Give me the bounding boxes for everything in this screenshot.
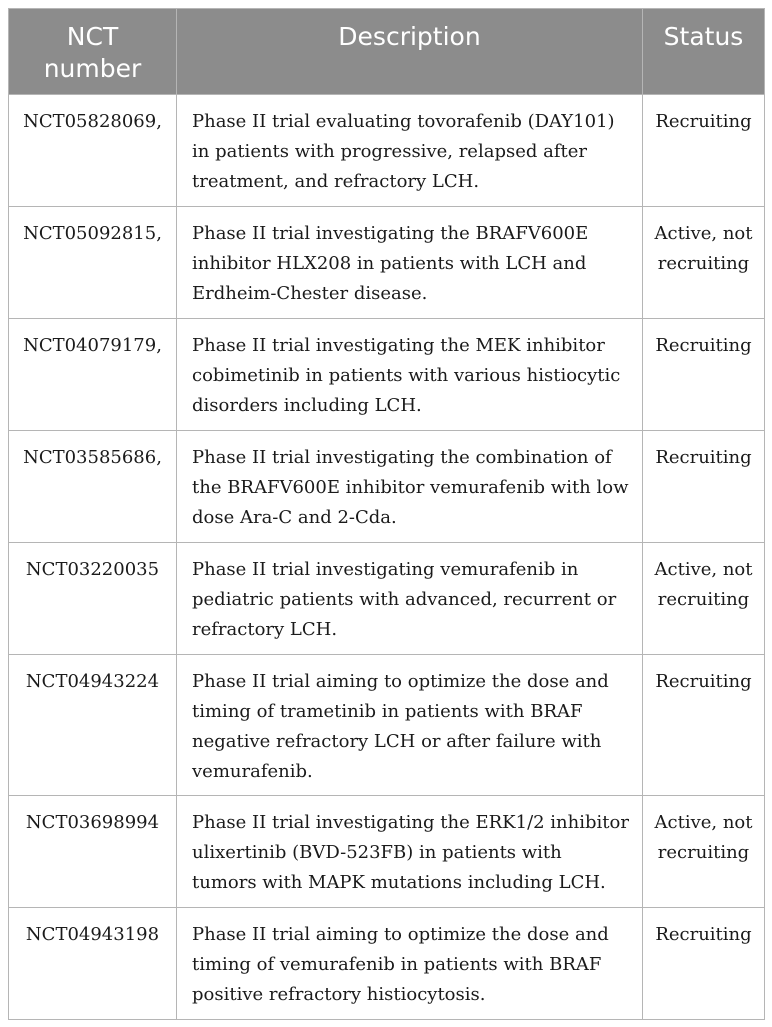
header-nct-number — [9, 9, 177, 95]
header-description-label: Description — [338, 22, 481, 51]
nct-cell: NCT03585686, — [9, 431, 177, 543]
nct-cell: NCT04079179, — [9, 319, 177, 431]
table-row — [9, 95, 765, 207]
table-row — [9, 796, 765, 908]
header-description — [177, 9, 643, 95]
description-cell: Phase II trial aiming to optimize the dose and timing of trametinib in patients with BRAF negative refractory LCH or after failure with vemurafenib. — [177, 655, 643, 796]
nct-cell: NCT03698994 — [9, 796, 177, 908]
description-cell: Phase II trial investigating vemurafenib in pediatric patients with advanced, recurrent or refractory LCH. — [177, 543, 643, 655]
table-row — [9, 431, 765, 543]
nct-cell: NCT05828069, — [9, 95, 177, 207]
nct-cell: NCT05092815, — [9, 207, 177, 319]
status-cell: Active, not recruiting — [643, 543, 765, 655]
status-cell: Recruiting — [643, 655, 765, 796]
status-cell: Active, not recruiting — [643, 207, 765, 319]
table-body — [9, 95, 765, 1020]
status-cell: Recruiting — [643, 319, 765, 431]
status-cell: Active, not recruiting — [643, 796, 765, 908]
description-cell: Phase II trial investigating the MEK inhibitor cobimetinib in patients with various histiocytic disorders including LCH. — [177, 319, 643, 431]
header-status — [643, 9, 765, 95]
table-row — [9, 543, 765, 655]
description-cell: Phase II trial investigating the combination of the BRAFV600E inhibitor vemurafenib with low dose Ara-C and 2-Cda. — [177, 431, 643, 543]
nct-cell: NCT04943224 — [9, 655, 177, 796]
status-cell: Recruiting — [643, 908, 765, 1020]
header-status-label: Status — [663, 22, 744, 51]
description-cell: Phase II trial investigating the BRAFV600E inhibitor HLX208 in patients with LCH and Erdheim-Chester disease. — [177, 207, 643, 319]
header-nct-label: NCT number — [43, 22, 142, 83]
status-cell: Recruiting — [643, 431, 765, 543]
description-cell: Phase II trial evaluating tovorafenib (DAY101) in patients with progressive, relapsed after treatment, and refractory LCH. — [177, 95, 643, 207]
status-cell: Recruiting — [643, 95, 765, 207]
description-cell: Phase II trial investigating the ERK1/2 inhibitor ulixertinib (BVD-523FB) in patients with tumors with MAPK mutations including LCH. — [177, 796, 643, 908]
nct-cell: NCT04943198 — [9, 908, 177, 1020]
table-row — [9, 655, 765, 796]
description-cell: Phase II trial aiming to optimize the dose and timing of vemurafenib in patients with BRAF positive refractory histiocytosis. — [177, 908, 643, 1020]
table-row — [9, 207, 765, 319]
clinical-trials-table — [8, 8, 765, 1020]
table-header — [9, 9, 765, 95]
nct-cell: NCT03220035 — [9, 543, 177, 655]
table-row — [9, 908, 765, 1020]
header-row — [9, 9, 765, 95]
table-row — [9, 319, 765, 431]
